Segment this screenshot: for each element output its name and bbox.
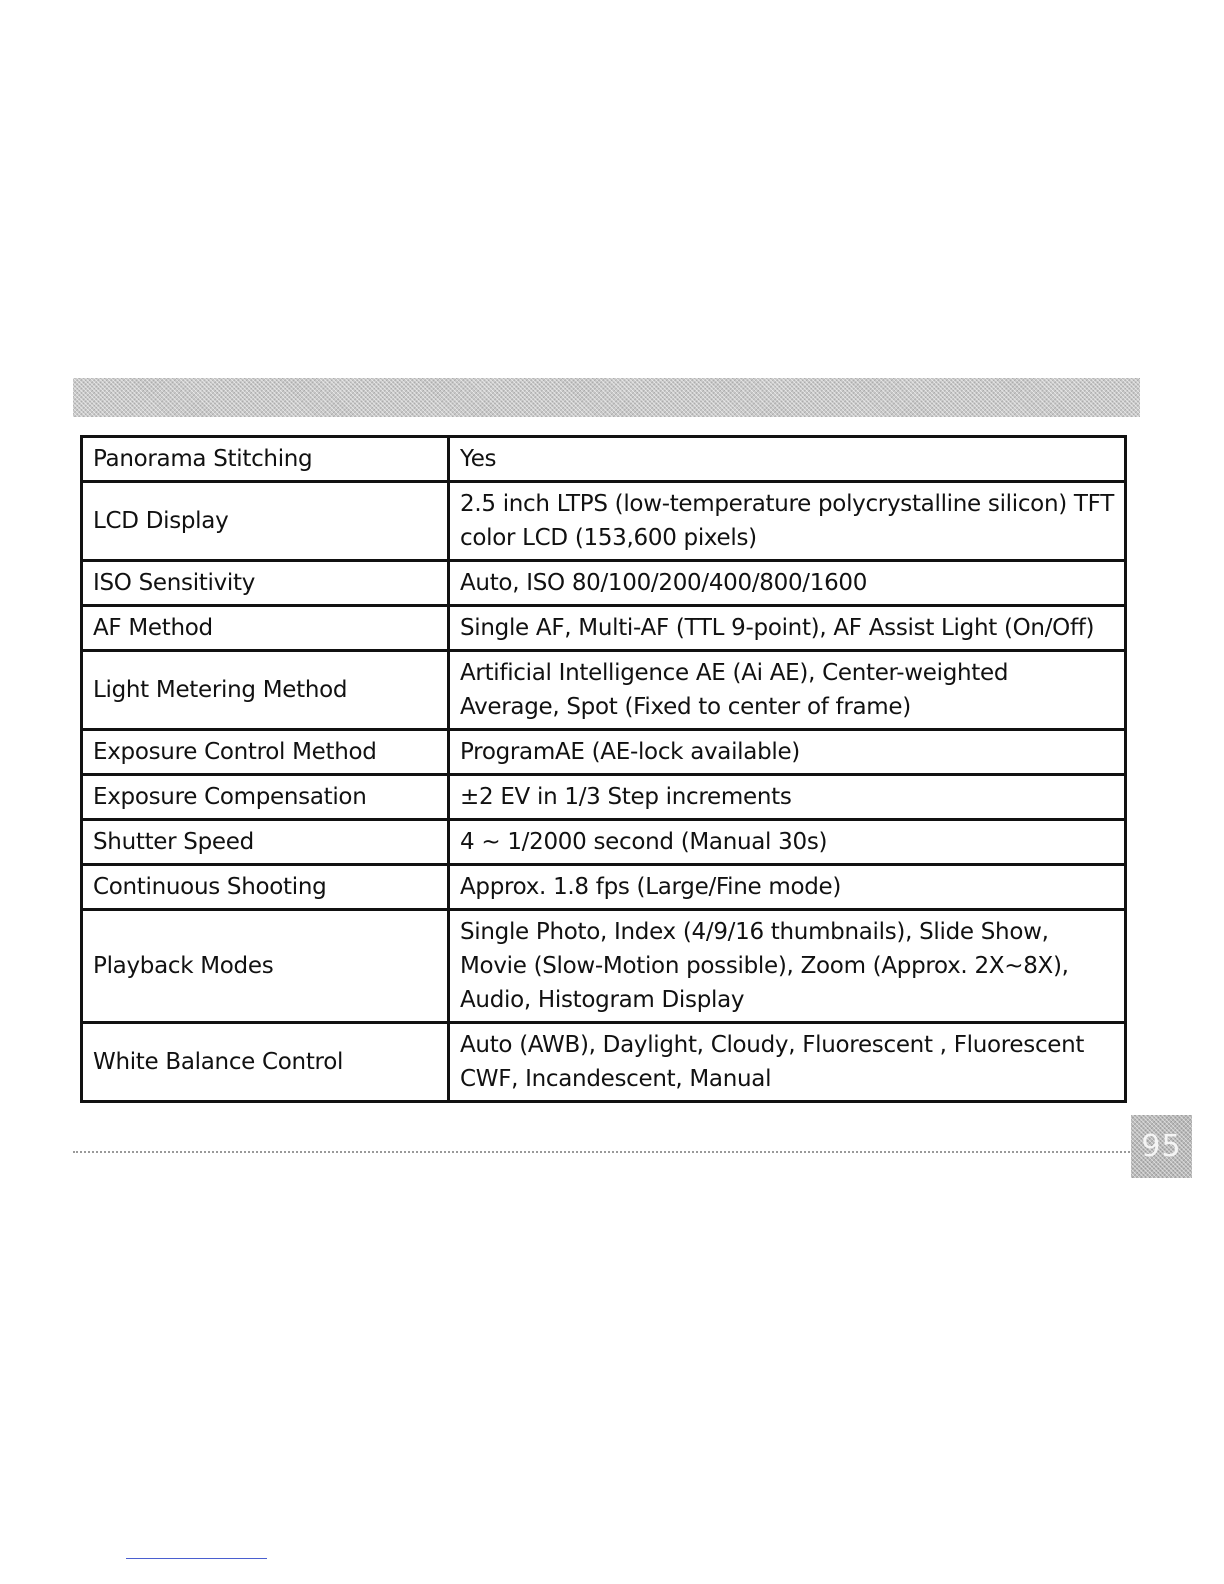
footer-divider (73, 1151, 1133, 1153)
spec-label: Exposure Control Method (82, 730, 449, 775)
table-row (82, 437, 1126, 482)
bottom-divider (126, 1558, 267, 1559)
table-row (82, 910, 1126, 1023)
table-row (82, 482, 1126, 561)
spec-label: ISO Sensitivity (82, 561, 449, 606)
page-number: 95 (1141, 1129, 1182, 1164)
spec-label: Panorama Stitching (82, 437, 449, 482)
spec-value: ±2 EV in 1/3 Step increments (449, 775, 1126, 820)
spec-label: AF Method (82, 606, 449, 651)
spec-value: Single AF, Multi-AF (TTL 9-point), AF Assist Light (On/Off) (449, 606, 1126, 651)
spec-label: Continuous Shooting (82, 865, 449, 910)
spec-label: Shutter Speed (82, 820, 449, 865)
spec-label: Playback Modes (82, 910, 449, 1023)
table-row (82, 865, 1126, 910)
spec-value: ProgramAE (AE-lock available) (449, 730, 1126, 775)
table-row (82, 730, 1126, 775)
section-header-band (73, 378, 1140, 417)
spec-label: Exposure Compensation (82, 775, 449, 820)
table-row (82, 561, 1126, 606)
spec-value: Auto (AWB), Daylight, Cloudy, Fluorescent , Fluorescent CWF, Incandescent, Manual (449, 1023, 1126, 1102)
page-number-badge (1131, 1115, 1192, 1178)
spec-value: 2.5 inch LTPS (low-temperature polycrystalline silicon) TFT color LCD (153,600 pixels) (449, 482, 1126, 561)
spec-value: 4 ~ 1/2000 second (Manual 30s) (449, 820, 1126, 865)
spec-label: LCD Display (82, 482, 449, 561)
spec-value: Approx. 1.8 fps (Large/Fine mode) (449, 865, 1126, 910)
spec-label: White Balance Control (82, 1023, 449, 1102)
table-row (82, 1023, 1126, 1102)
spec-value: Artificial Intelligence AE (Ai AE), Center-weighted Average, Spot (Fixed to center of frame) (449, 651, 1126, 730)
table-row (82, 820, 1126, 865)
spec-value: Single Photo, Index (4/9/16 thumbnails), Slide Show, Movie (Slow-Motion possible), Zoom (Approx. 2X~8X), Audio, Histogram Display (449, 910, 1126, 1023)
table-row (82, 775, 1126, 820)
table-row (82, 606, 1126, 651)
table-row (82, 651, 1126, 730)
specifications-table (80, 435, 1127, 1103)
spec-value: Auto, ISO 80/100/200/400/800/1600 (449, 561, 1126, 606)
spec-label: Light Metering Method (82, 651, 449, 730)
spec-value: Yes (449, 437, 1126, 482)
